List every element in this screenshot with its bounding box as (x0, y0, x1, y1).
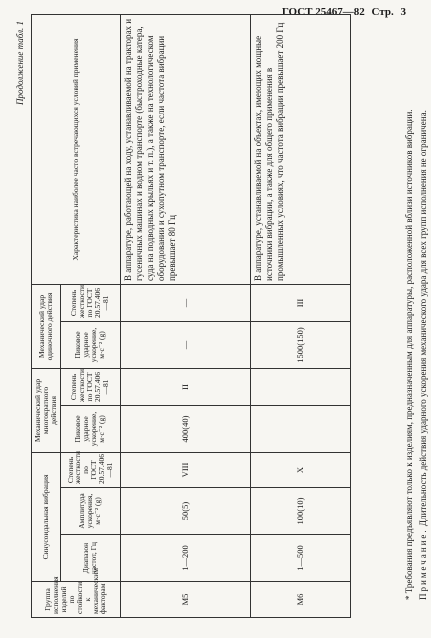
col-header-severity-multi: Степень жесткости по ГОСТ 20.57.406—81 (60, 368, 120, 405)
note-paragraph (417, 15, 429, 618)
table-row (120, 14, 250, 617)
col-header-severity-single: Степень жесткости по ГОСТ 20.57.406—81 (60, 284, 120, 321)
standard-number: ГОСТ 25467—82 (281, 6, 365, 18)
page-number: 3 (400, 6, 406, 18)
cell-severity-single: — (120, 284, 250, 321)
header-row-1 (32, 14, 61, 617)
col-header-freq: Диапазон частот, Гц (60, 535, 120, 582)
cell-amplitude: 100(10) (250, 488, 350, 535)
col-header-peak-single: Пиковое ударное ускорение, м·с⁻² (g) (60, 321, 120, 368)
col-header-characteristic: Характеристика наиболее часто встречающихся условий применения (32, 14, 121, 284)
cell-severity-single: III (250, 284, 350, 321)
note-label: Примечание. (418, 528, 429, 600)
col-header-severity-vib: Степень жесткости по ГОСТ 20.57.406—81 (60, 452, 120, 487)
col-header-peak-multi: Пиковое ударное ускорение, м·с⁻² (g) (60, 405, 120, 452)
cell-group: М5 (120, 582, 250, 618)
rotated-page-content (15, 15, 429, 618)
table-row (250, 14, 350, 617)
cell-severity-vib: VIII (120, 452, 250, 487)
cell-description: В аппаратуре, устанавливаемой на объектах, имеющих мощные источники вибрации, а также для общего применения в промышленных условиях, что частота вибрации превышает 200 Гц (250, 14, 350, 284)
conditions-table (31, 14, 351, 618)
cell-freq: 1—200 (120, 535, 250, 582)
cell-severity-vib: X (250, 452, 350, 487)
col-header-amplitude: Амплитуда ускорения, м·с⁻² (g) (60, 488, 120, 535)
page-label: Стр. (371, 6, 394, 18)
note-text: Длительность действия ударного ускорения механического удара для всех групп исполнения не ограничена. (418, 110, 429, 527)
col-header-multi-shock: Механический удар многократного действия (32, 368, 61, 452)
cell-freq: 1—500 (250, 535, 350, 582)
cell-severity-multi: II (120, 368, 250, 405)
notes-block (403, 15, 431, 618)
col-header-single-shock: Механический удар одиночного действия (32, 284, 61, 368)
table-continuation-label: Продолжение табл. 1 (15, 21, 25, 105)
cell-peak-single: — (120, 321, 250, 368)
cell-description: В аппаратуре, работающей на ходу, устанавливаемой на тракторах и гусеничных машинах и водном транспорте (быстроходные катера, суда на подводных крыльях и т. п.), а также на технологическом оборудовании и сухопутном транспорте, если частота вибрации превышает 80 Гц (120, 14, 250, 284)
cell-amplitude: 50(5) (120, 488, 250, 535)
cell-group: М6 (250, 582, 350, 618)
cell-peak-multi: 400(40) (120, 405, 250, 452)
cell-severity-multi (250, 368, 350, 405)
col-header-group: Группа исполнения изделий по стойкости к механическим факторам (32, 582, 121, 618)
cell-peak-single: 1500(150) (250, 321, 350, 368)
cell-peak-multi (250, 405, 350, 452)
col-header-sin-vibration: Синусоидальная вибрация (32, 452, 61, 581)
footnote: * Требования предъявляют только к изделиям, предназначенным для аппаратуры, расположенной вблизи источников вибрации. (404, 109, 414, 600)
